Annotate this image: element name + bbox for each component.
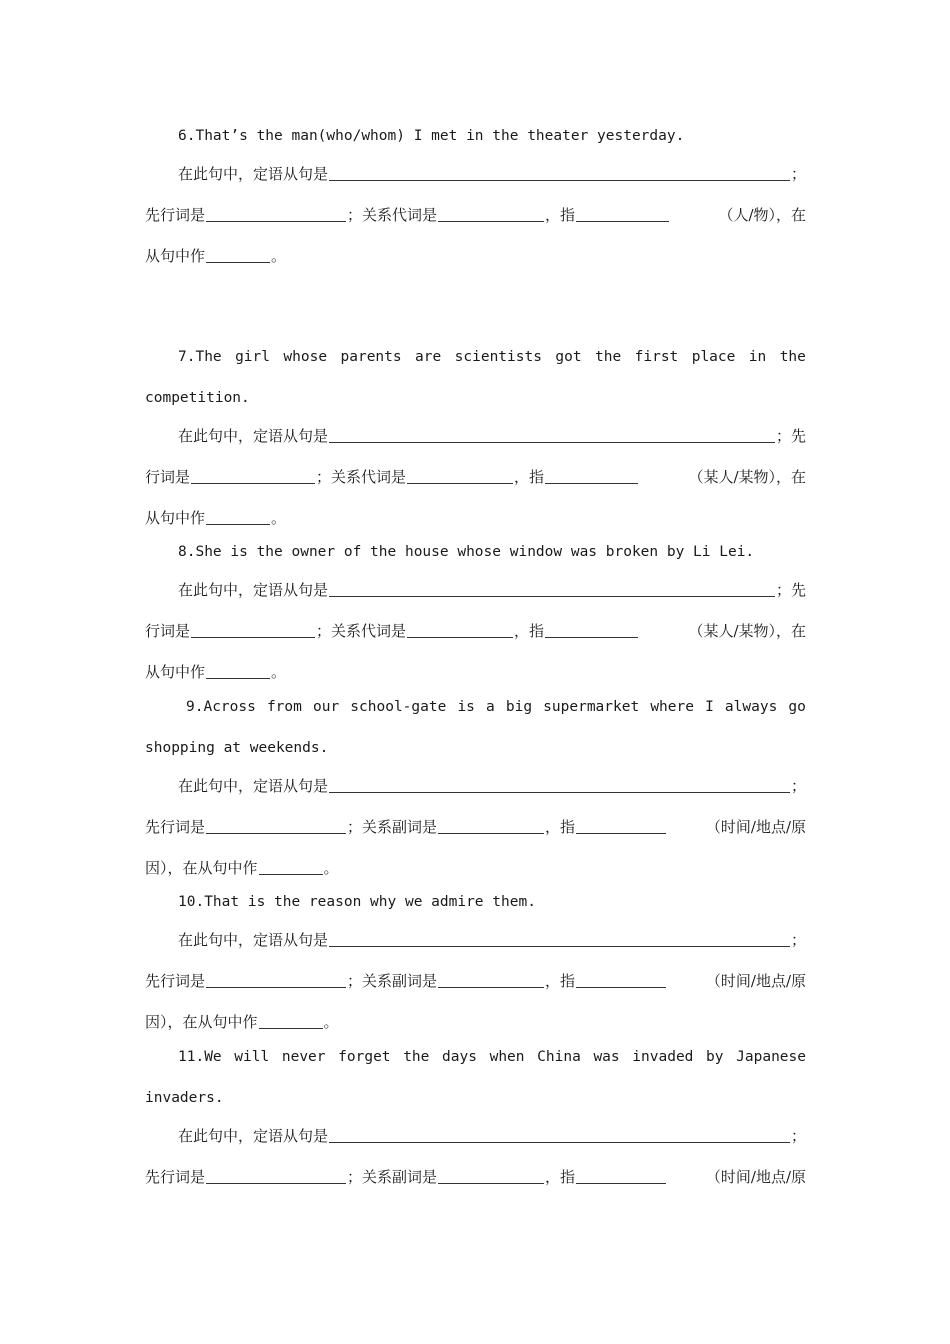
- q7-function-label: 从句中作: [145, 509, 206, 527]
- q8-pronoun-label: ；关系代词是: [316, 622, 407, 640]
- q9-function-end: 。: [323, 859, 339, 877]
- q10-antecedent-line: [145, 970, 806, 991]
- q10-antecedent-blank[interactable]: [206, 986, 346, 988]
- q7-antecedent-label: 行词是: [145, 468, 191, 486]
- q6-function-end: 。: [271, 247, 287, 265]
- q7-function-line: [145, 507, 806, 528]
- q9-clause-label: 在此句中，定语从句是: [178, 777, 329, 795]
- q9-word: I: [705, 699, 714, 715]
- q7-sentence-line1: [178, 349, 806, 365]
- q8-function-line: [145, 661, 806, 682]
- q9-adverb-blank[interactable]: [438, 832, 544, 834]
- q6-clause-line: [178, 163, 806, 184]
- q11-word: the: [403, 1049, 430, 1065]
- q9-function-label: 因），在从句中作: [145, 859, 258, 877]
- q9-clause-end: ；: [790, 777, 806, 795]
- q9-clause-line: [178, 775, 806, 796]
- q7-function-blank[interactable]: [206, 523, 270, 525]
- q11-sentence-line1: [178, 1049, 806, 1065]
- q9-word: school-gate: [350, 699, 447, 715]
- q8-refers-label: ，指: [514, 622, 545, 640]
- q8-function-label: 从句中作: [145, 663, 206, 681]
- q9-word: is: [457, 699, 475, 715]
- q7-word: in: [748, 349, 767, 365]
- q8-clause-label: 在此句中，定语从句是: [178, 581, 329, 599]
- q9-refers-label: ，指: [545, 818, 576, 836]
- q11-word: never: [281, 1049, 326, 1065]
- q11-word: when: [489, 1049, 525, 1065]
- q11-word: by: [706, 1049, 724, 1065]
- q11-clause-blank[interactable]: [329, 1141, 790, 1143]
- q9-refers-blank[interactable]: [576, 832, 666, 834]
- q9-word: go: [788, 699, 806, 715]
- q8-antecedent-blank[interactable]: [191, 636, 315, 638]
- q10-refers-blank[interactable]: [576, 986, 666, 988]
- q9-word: our: [312, 699, 340, 715]
- q10-function-line: [145, 1011, 806, 1032]
- q11-antecedent-line: [145, 1166, 806, 1187]
- q10-clause-line: [178, 929, 806, 950]
- q10-function-label: 因），在从句中作: [145, 1013, 258, 1031]
- q11-word: days: [442, 1049, 477, 1065]
- q7-clause-end: ；先: [775, 427, 806, 445]
- q10-adverb-label: ；关系副词是: [347, 972, 438, 990]
- q7-word: are: [415, 349, 442, 365]
- q9-word: where: [650, 699, 694, 715]
- q9-word: big: [505, 699, 533, 715]
- q9-antecedent-blank[interactable]: [206, 832, 346, 834]
- q11-word: invaded: [632, 1049, 694, 1065]
- q10-sentence: 10.That is the reason why we admire them.: [178, 894, 536, 910]
- q7-refers-options: （某人/某物），在: [688, 468, 806, 486]
- q11-antecedent-label: 先行词是: [145, 1168, 206, 1186]
- q6-function-blank[interactable]: [206, 261, 270, 263]
- q11-antecedent-blank[interactable]: [206, 1182, 346, 1184]
- q8-function-blank[interactable]: [206, 677, 270, 679]
- q7-clause-blank[interactable]: [329, 441, 775, 443]
- q6-antecedent-label: 先行词是: [145, 206, 206, 224]
- q6-clause-blank[interactable]: [329, 179, 790, 181]
- q11-refers-blank[interactable]: [576, 1182, 666, 1184]
- q7-word: the: [595, 349, 622, 365]
- q8-function-end: 。: [271, 663, 287, 681]
- q9-function-blank[interactable]: [259, 873, 323, 875]
- q6-refers-blank[interactable]: [576, 220, 669, 222]
- q6-function-label: 从句中作: [145, 247, 206, 265]
- q8-refers-options: （某人/某物），在: [688, 622, 806, 640]
- q11-word: 11.We: [178, 1049, 222, 1065]
- q8-antecedent-label: 行词是: [145, 622, 191, 640]
- q8-clause-blank[interactable]: [329, 595, 775, 597]
- q11-adverb-label: ；关系副词是: [347, 1168, 438, 1186]
- q10-function-end: 。: [323, 1013, 339, 1031]
- q7-antecedent-line: [145, 466, 806, 487]
- q6-antecedent-blank[interactable]: [206, 220, 346, 222]
- q6-sentence: 6.That’s the man(who/whom) I met in the theater yesterday.: [178, 128, 685, 144]
- q11-word: was: [593, 1049, 620, 1065]
- q7-refers-blank[interactable]: [545, 482, 638, 484]
- q7-word: first: [634, 349, 679, 365]
- q6-antecedent-line: [145, 204, 806, 225]
- q9-refers-options: （时间/地点/原: [705, 818, 806, 836]
- q10-antecedent-label: 先行词是: [145, 972, 206, 990]
- q10-clause-label: 在此句中，定语从句是: [178, 931, 329, 949]
- q9-word: a: [486, 699, 495, 715]
- q9-function-line: [145, 857, 806, 878]
- q8-pronoun-blank[interactable]: [407, 636, 513, 638]
- q11-word: will: [234, 1049, 270, 1065]
- q10-adverb-blank[interactable]: [438, 986, 544, 988]
- q6-pronoun-blank[interactable]: [438, 220, 544, 222]
- q8-clause-end: ；先: [775, 581, 806, 599]
- q9-adverb-label: ；关系副词是: [347, 818, 438, 836]
- q8-clause-line: [178, 579, 806, 600]
- q7-clause-line: [178, 425, 806, 446]
- q6-refers-label: ，指: [545, 206, 576, 224]
- q10-refers-label: ，指: [545, 972, 576, 990]
- q8-refers-blank[interactable]: [545, 636, 638, 638]
- q10-refers-options: （时间/地点/原: [705, 972, 806, 990]
- q6-pronoun-label: ；关系代词是: [347, 206, 438, 224]
- q9-antecedent-line: [145, 816, 806, 837]
- q9-word: 9.Across: [186, 699, 256, 715]
- q8-antecedent-line: [145, 620, 806, 641]
- q6-clause-label: 在此句中，定语从句是: [178, 165, 329, 183]
- q11-refers-options: （时间/地点/原: [705, 1168, 806, 1186]
- q7-word: place: [691, 349, 736, 365]
- q11-clause-label: 在此句中，定语从句是: [178, 1127, 329, 1145]
- q10-clause-end: ；: [790, 931, 806, 949]
- q11-clause-end: ；: [790, 1127, 806, 1145]
- q7-pronoun-label: ；关系代词是: [316, 468, 407, 486]
- q6-function-line: [145, 245, 806, 266]
- q7-pronoun-blank[interactable]: [407, 482, 513, 484]
- q7-word: whose: [283, 349, 328, 365]
- q10-function-blank[interactable]: [259, 1027, 323, 1029]
- q6-clause-end: ；: [790, 165, 806, 183]
- q7-word: scientists: [454, 349, 542, 365]
- q7-word: the: [779, 349, 806, 365]
- q7-sentence-line2: competition.: [145, 390, 250, 406]
- q6-refers-options: （人/物），在: [718, 206, 806, 224]
- q11-refers-label: ，指: [545, 1168, 576, 1186]
- q7-word: got: [555, 349, 582, 365]
- q7-word: parents: [340, 349, 402, 365]
- q7-function-end: 。: [271, 509, 287, 527]
- q9-sentence-line1: [186, 699, 806, 715]
- q7-clause-label: 在此句中，定语从句是: [178, 427, 329, 445]
- q9-word: supermarket: [543, 699, 640, 715]
- q11-sentence-line2: invaders.: [145, 1090, 224, 1106]
- q7-word: girl: [235, 349, 270, 365]
- q11-word: China: [537, 1049, 581, 1065]
- q9-sentence-line2: shopping at weekends.: [145, 740, 329, 756]
- q11-word: Japanese: [736, 1049, 806, 1065]
- q7-word: 7.The: [178, 349, 222, 365]
- q9-clause-blank[interactable]: [329, 791, 790, 793]
- q11-word: forget: [338, 1049, 391, 1065]
- q11-clause-line: [178, 1125, 806, 1146]
- q10-clause-blank[interactable]: [329, 945, 790, 947]
- q9-word: always: [724, 699, 778, 715]
- q8-sentence: 8.She is the owner of the house whose window was broken by Li Lei.: [178, 544, 755, 560]
- q9-word: from: [266, 699, 302, 715]
- q7-refers-label: ，指: [514, 468, 545, 486]
- q9-antecedent-label: 先行词是: [145, 818, 206, 836]
- q11-adverb-blank[interactable]: [438, 1182, 544, 1184]
- q7-antecedent-blank[interactable]: [191, 482, 315, 484]
